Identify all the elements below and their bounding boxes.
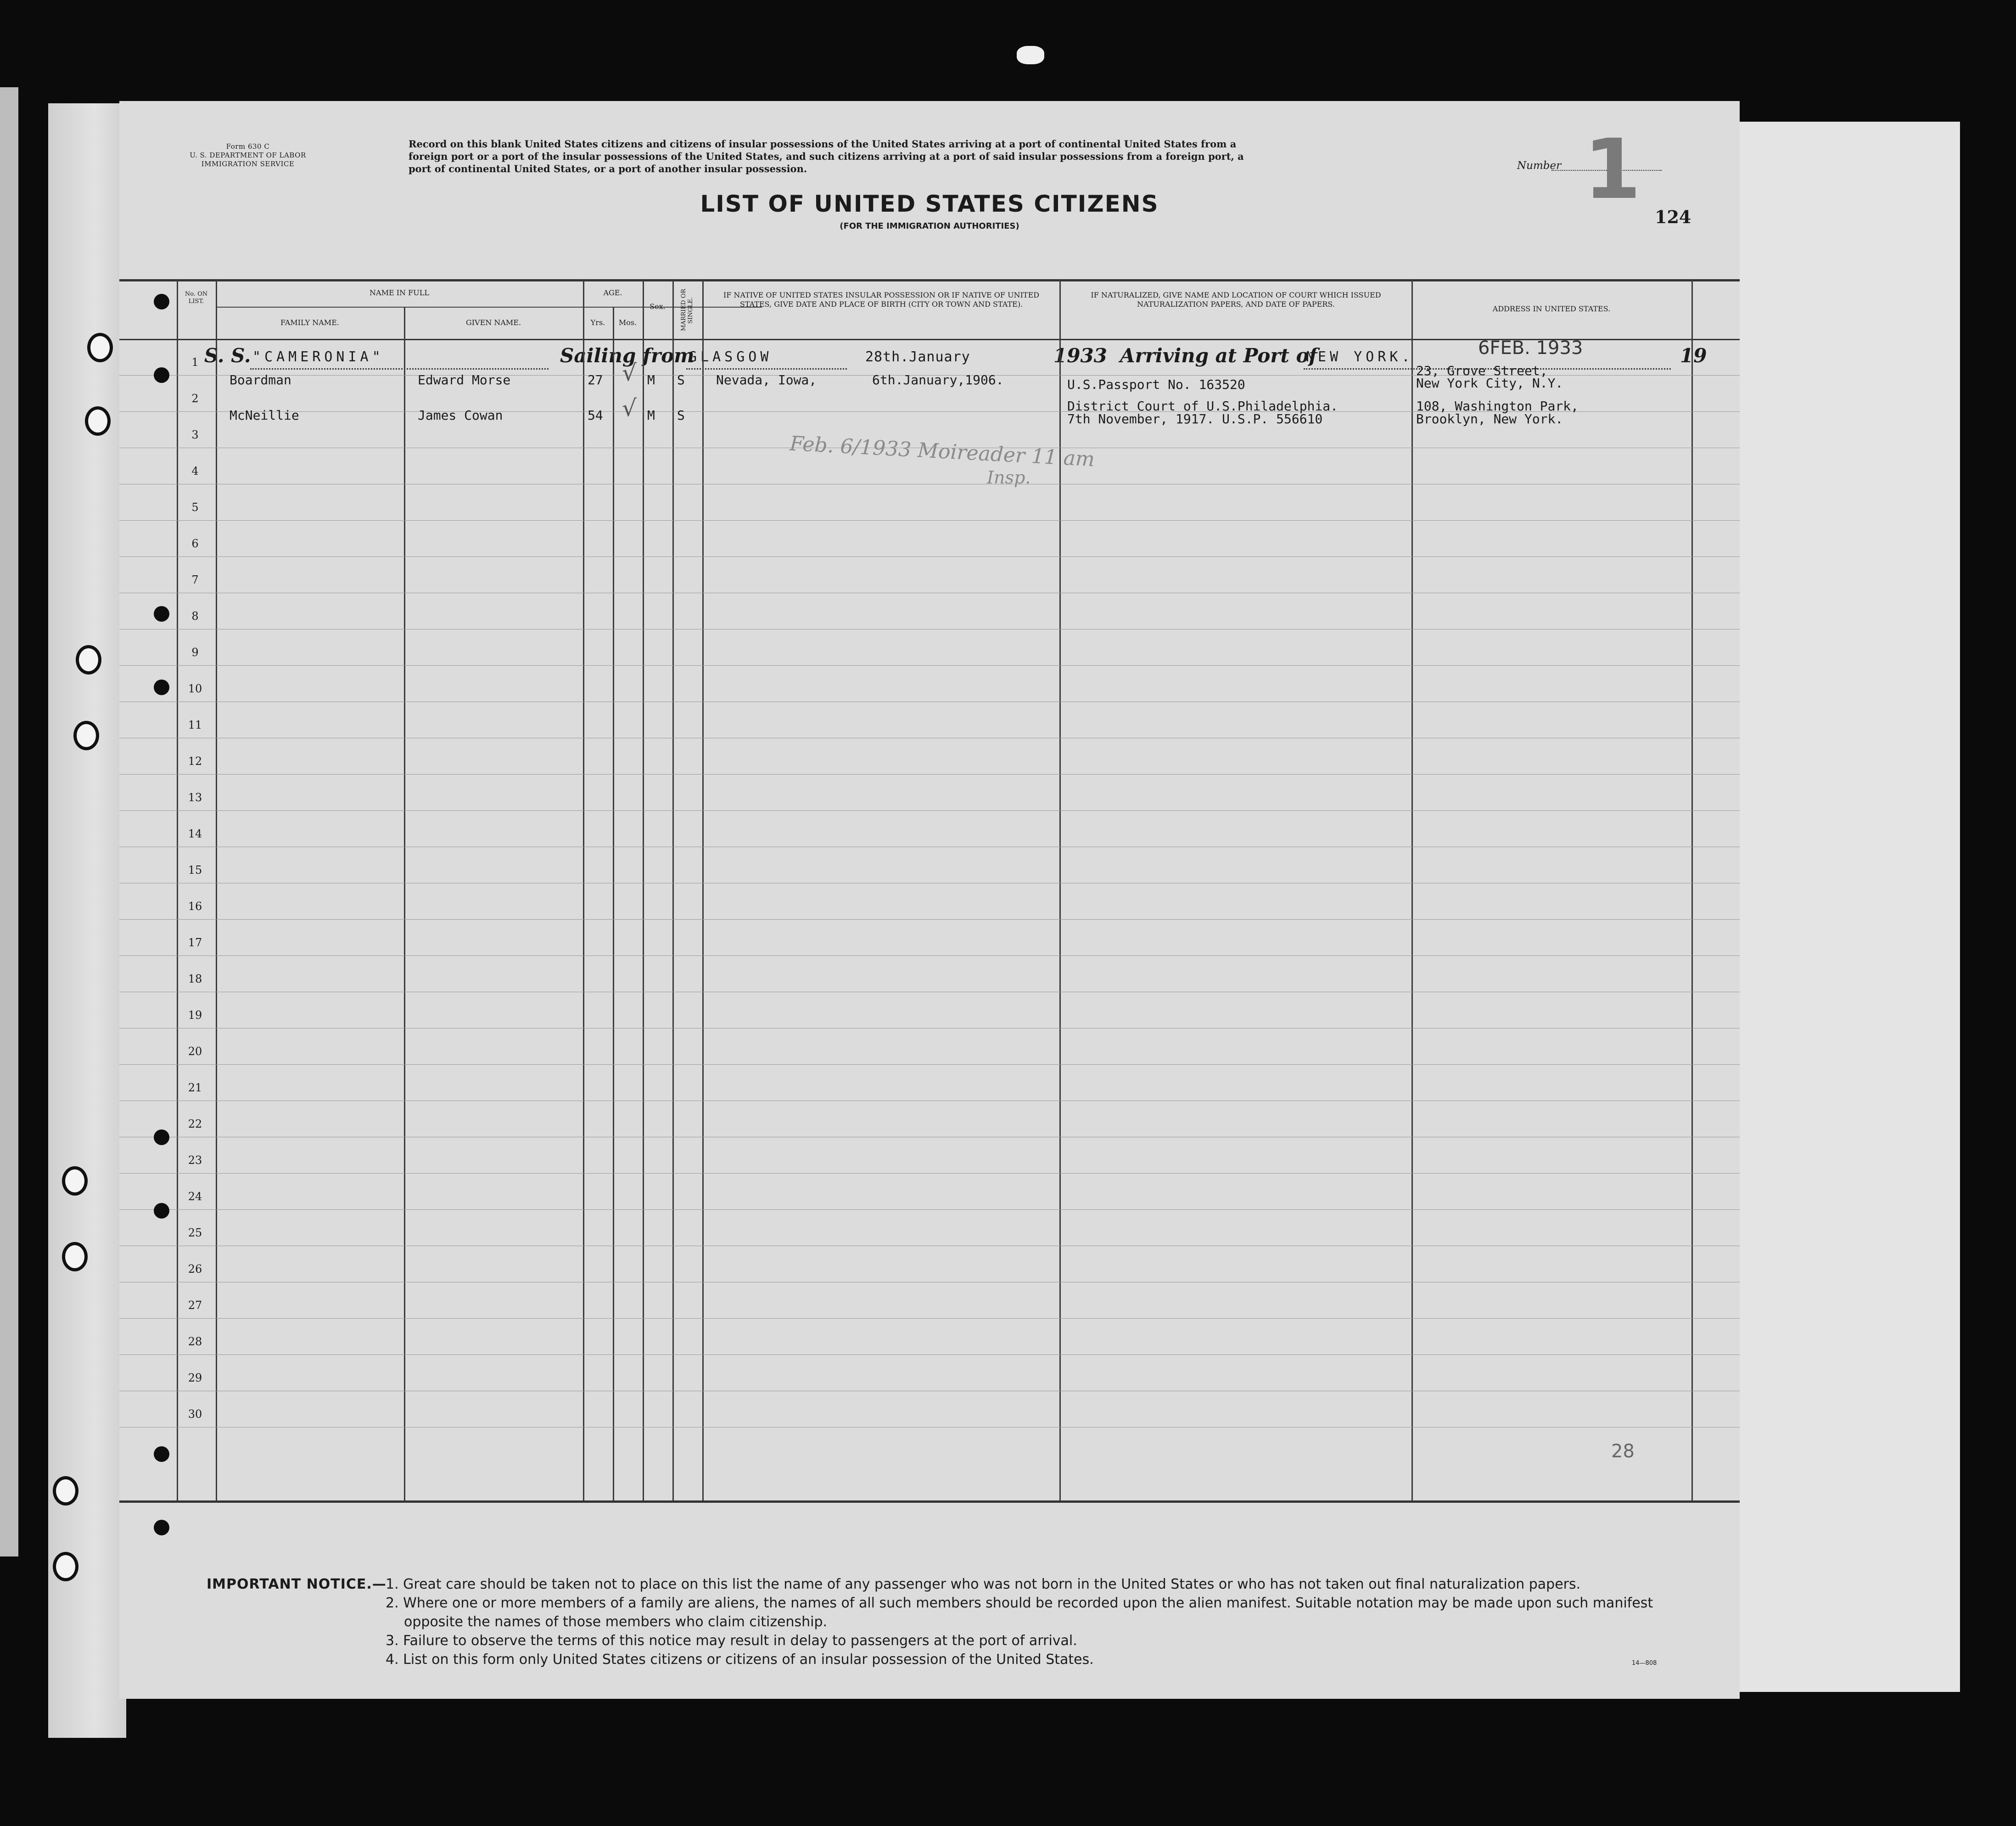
inspector-annotation: Feb. 6/1933 Moireader 11 am [789, 432, 1096, 472]
notice-items [386, 1575, 1712, 1669]
row-number: 4 [191, 465, 199, 478]
row-number: 28 [188, 1335, 202, 1348]
row-number: 27 [188, 1299, 202, 1312]
sailing-from: GLASGOW [689, 349, 773, 365]
col-rule [613, 307, 614, 1500]
birth-place: Nevada, Iowa, [716, 372, 817, 388]
col-rule [404, 307, 405, 1500]
row-number: 19 [188, 1009, 202, 1022]
row-number: 26 [188, 1263, 202, 1275]
row-number: 30 [188, 1408, 202, 1421]
manifest-page [119, 101, 1740, 1699]
marital-status: S [677, 372, 685, 388]
row-rule [119, 774, 1740, 775]
col-rule [672, 279, 674, 1500]
check-mark: √ [622, 360, 637, 386]
number-label: Number [1517, 160, 1562, 172]
punch-mark [154, 1129, 169, 1145]
check-mark: √ [622, 395, 637, 421]
punch-mark [154, 367, 169, 383]
col-header-given-name: GIVEN NAME. [465, 318, 521, 327]
row-number: 10 [188, 682, 202, 695]
row-number: 22 [188, 1118, 202, 1130]
row-number: 14 [188, 827, 202, 840]
notice-item: 2. Where one or more members of a family are aliens, the names of all such members should be recorded upon the alien manifest. Suitable notation may be made upon such manifest opposite the names of those members who claim citizenship. [386, 1595, 1653, 1630]
naturalization-line1: U.S.Passport No. 163520 [1067, 377, 1245, 392]
form-number: Form 630 C [226, 142, 270, 151]
sailing-year: 1933 [1053, 344, 1107, 367]
row-rule [119, 919, 1740, 920]
col-rule [702, 279, 704, 1500]
notice-label: IMPORTANT NOTICE.— [207, 1576, 386, 1592]
page-title: LIST OF UNITED STATES CITIZENS [700, 191, 1159, 217]
birth-date: 6th.January,1906. [872, 372, 1004, 388]
binder-hole [73, 721, 99, 750]
header-bottom-rule [119, 339, 1740, 340]
inspector-annotation-sign: Insp. [987, 467, 1031, 488]
col-header-sex: Sex. [650, 302, 666, 311]
table-bottom-rule [119, 1500, 1740, 1503]
sex: M [647, 372, 655, 388]
row-number: 21 [188, 1081, 202, 1094]
col-rule [1411, 279, 1413, 1500]
punch-mark [154, 1520, 169, 1535]
col-rule [583, 279, 584, 1500]
row-rule [119, 556, 1740, 557]
row-rule [119, 520, 1740, 521]
row-number: 11 [188, 719, 202, 731]
row-number: 17 [188, 936, 202, 949]
binder-hole [53, 1476, 78, 1506]
adjacent-page-right [1740, 122, 1960, 1692]
sex: M [647, 408, 655, 423]
col-header-age: AGE. [603, 288, 622, 297]
binder-hole [87, 333, 113, 362]
punch-mark [154, 1446, 169, 1462]
family-name: McNeillie [230, 408, 299, 423]
col-header-yrs: Yrs. [590, 318, 605, 327]
year-prefix: 19 [1680, 344, 1707, 367]
arrival-date-stamp: 6FEB. 1933 [1478, 337, 1583, 359]
department: U. S. DEPARTMENT OF LABOR [190, 151, 306, 159]
col-header-naturalized: IF NATURALIZED, GIVE NAME AND LOCATION OF COURT WHICH ISSUED NATURALIZATION PAPERS, AND DATE OF PAPERS. [1091, 291, 1381, 309]
ship-label: S. S. [204, 344, 251, 367]
sailing-label: Sailing from [560, 344, 694, 367]
row-rule [119, 1209, 1740, 1210]
col-header-no: No. ON LIST. [185, 291, 208, 305]
marital-status: S [677, 408, 685, 423]
notice-item: 3. Failure to observe the terms of this notice may result in delay to passengers at the port of arrival. [386, 1633, 1077, 1649]
record-instructions: Record on this blank United States citizens and citizens of insular possessions of the United States arriving at a port of continental United States from a foreign port or a port of the insular possessions of the United States, and such citizens arriving at a port of said insular possessions from a foreign port, a port of continental United States, or a port of another insular possession. [409, 138, 1244, 174]
form-identifier [165, 142, 330, 169]
address-line1: 23, Grove Street, [1416, 363, 1548, 378]
address-line2: New York City, N.Y. [1416, 376, 1563, 391]
notice-item: 1. Great care should be taken not to place on this list the name of any passenger who was not born in the United States or who has not taken out final naturalization papers. [386, 1576, 1581, 1592]
row-number: 12 [188, 755, 202, 768]
row-number: 25 [188, 1226, 202, 1239]
address-line2: Brooklyn, New York. [1416, 411, 1563, 427]
ship-name: "CAMERONIA" [252, 349, 384, 365]
punch-mark [154, 680, 169, 695]
row-number: 13 [188, 791, 202, 804]
age-years: 54 [588, 408, 603, 423]
page-subtitle: (FOR THE IMMIGRATION AUTHORITIES) [840, 221, 1019, 231]
col-header-mos: Mos. [618, 318, 637, 327]
row-number: 18 [188, 972, 202, 985]
family-name: Boardman [230, 372, 291, 388]
col-rule [643, 279, 644, 1500]
row-number: 1 [191, 356, 199, 369]
table-top-rule [119, 279, 1740, 281]
arrival-port: NEW YORK. [1306, 349, 1414, 365]
row-number: 29 [188, 1371, 202, 1384]
service: IMMIGRATION SERVICE [201, 160, 295, 168]
col-header-married-single: MARRIED OR SINGLE. [680, 289, 694, 331]
row-number: 6 [191, 537, 199, 550]
row-number: 7 [191, 573, 199, 586]
form-code: 14—808 [1632, 1660, 1657, 1667]
passenger-table [119, 279, 1740, 1601]
row-number: 3 [191, 428, 199, 441]
naturalization-line1: District Court of U.S.Philadelphia. [1067, 399, 1338, 414]
adjacent-page-left [0, 87, 18, 1556]
col-header-name-in-full: NAME IN FULL [370, 288, 429, 297]
row-rule [119, 1173, 1740, 1174]
punch-mark [154, 606, 169, 622]
arriving-label: Arriving at Port of [1120, 344, 1317, 367]
pencil-mark: 28 [1611, 1441, 1635, 1462]
col-rule [1691, 279, 1693, 1500]
binder-hole [85, 406, 111, 436]
binder-hole [53, 1552, 78, 1581]
col-rule [177, 279, 178, 1500]
given-name: Edward Morse [418, 372, 511, 388]
row-rule [119, 1354, 1740, 1355]
binder-hole [62, 1242, 88, 1271]
row-number: 23 [188, 1154, 202, 1167]
col-header-native: IF NATIVE OF UNITED STATES INSULAR POSSESSION OR IF NATIVE OF UNITED STATES, GIVE DATE AND PLACE OF BIRTH (CITY OR TOWN AND STATE). [723, 291, 1040, 309]
binder-hole [76, 645, 101, 674]
punch-mark [154, 294, 169, 309]
row-rule [119, 1318, 1740, 1319]
row-number: 16 [188, 900, 202, 913]
row-rule [119, 1064, 1740, 1065]
col-rule [216, 279, 217, 1500]
address-line1: 108, Washington Park, [1416, 399, 1579, 414]
given-name: James Cowan [418, 408, 503, 423]
col-header-address: ADDRESS IN UNITED STATES. [1492, 304, 1611, 313]
punch-mark [154, 1203, 169, 1219]
row-number: 24 [188, 1190, 202, 1203]
row-number: 9 [191, 646, 199, 659]
notice-item: 4. List on this form only United States citizens or citizens of an insular possession of the United States. [386, 1652, 1094, 1668]
sailing-date: 28th.January [865, 349, 970, 365]
film-speck [1017, 46, 1044, 64]
row-number: 2 [191, 392, 199, 405]
list-number: 1 [1584, 122, 1641, 218]
page-stamp: 124 [1655, 207, 1691, 227]
col-header-family-name: FAMILY NAME. [280, 318, 339, 327]
row-rule [119, 810, 1740, 811]
row-number: 8 [191, 610, 199, 623]
naturalization-line2: 7th November, 1917. U.S.P. 556610 [1067, 411, 1323, 427]
row-number: 20 [188, 1045, 202, 1058]
age-years: 27 [588, 372, 603, 388]
row-rule [119, 665, 1740, 666]
row-number: 5 [191, 501, 199, 514]
binder-hole [62, 1166, 88, 1196]
row-rule [119, 955, 1740, 956]
row-number: 15 [188, 864, 202, 876]
